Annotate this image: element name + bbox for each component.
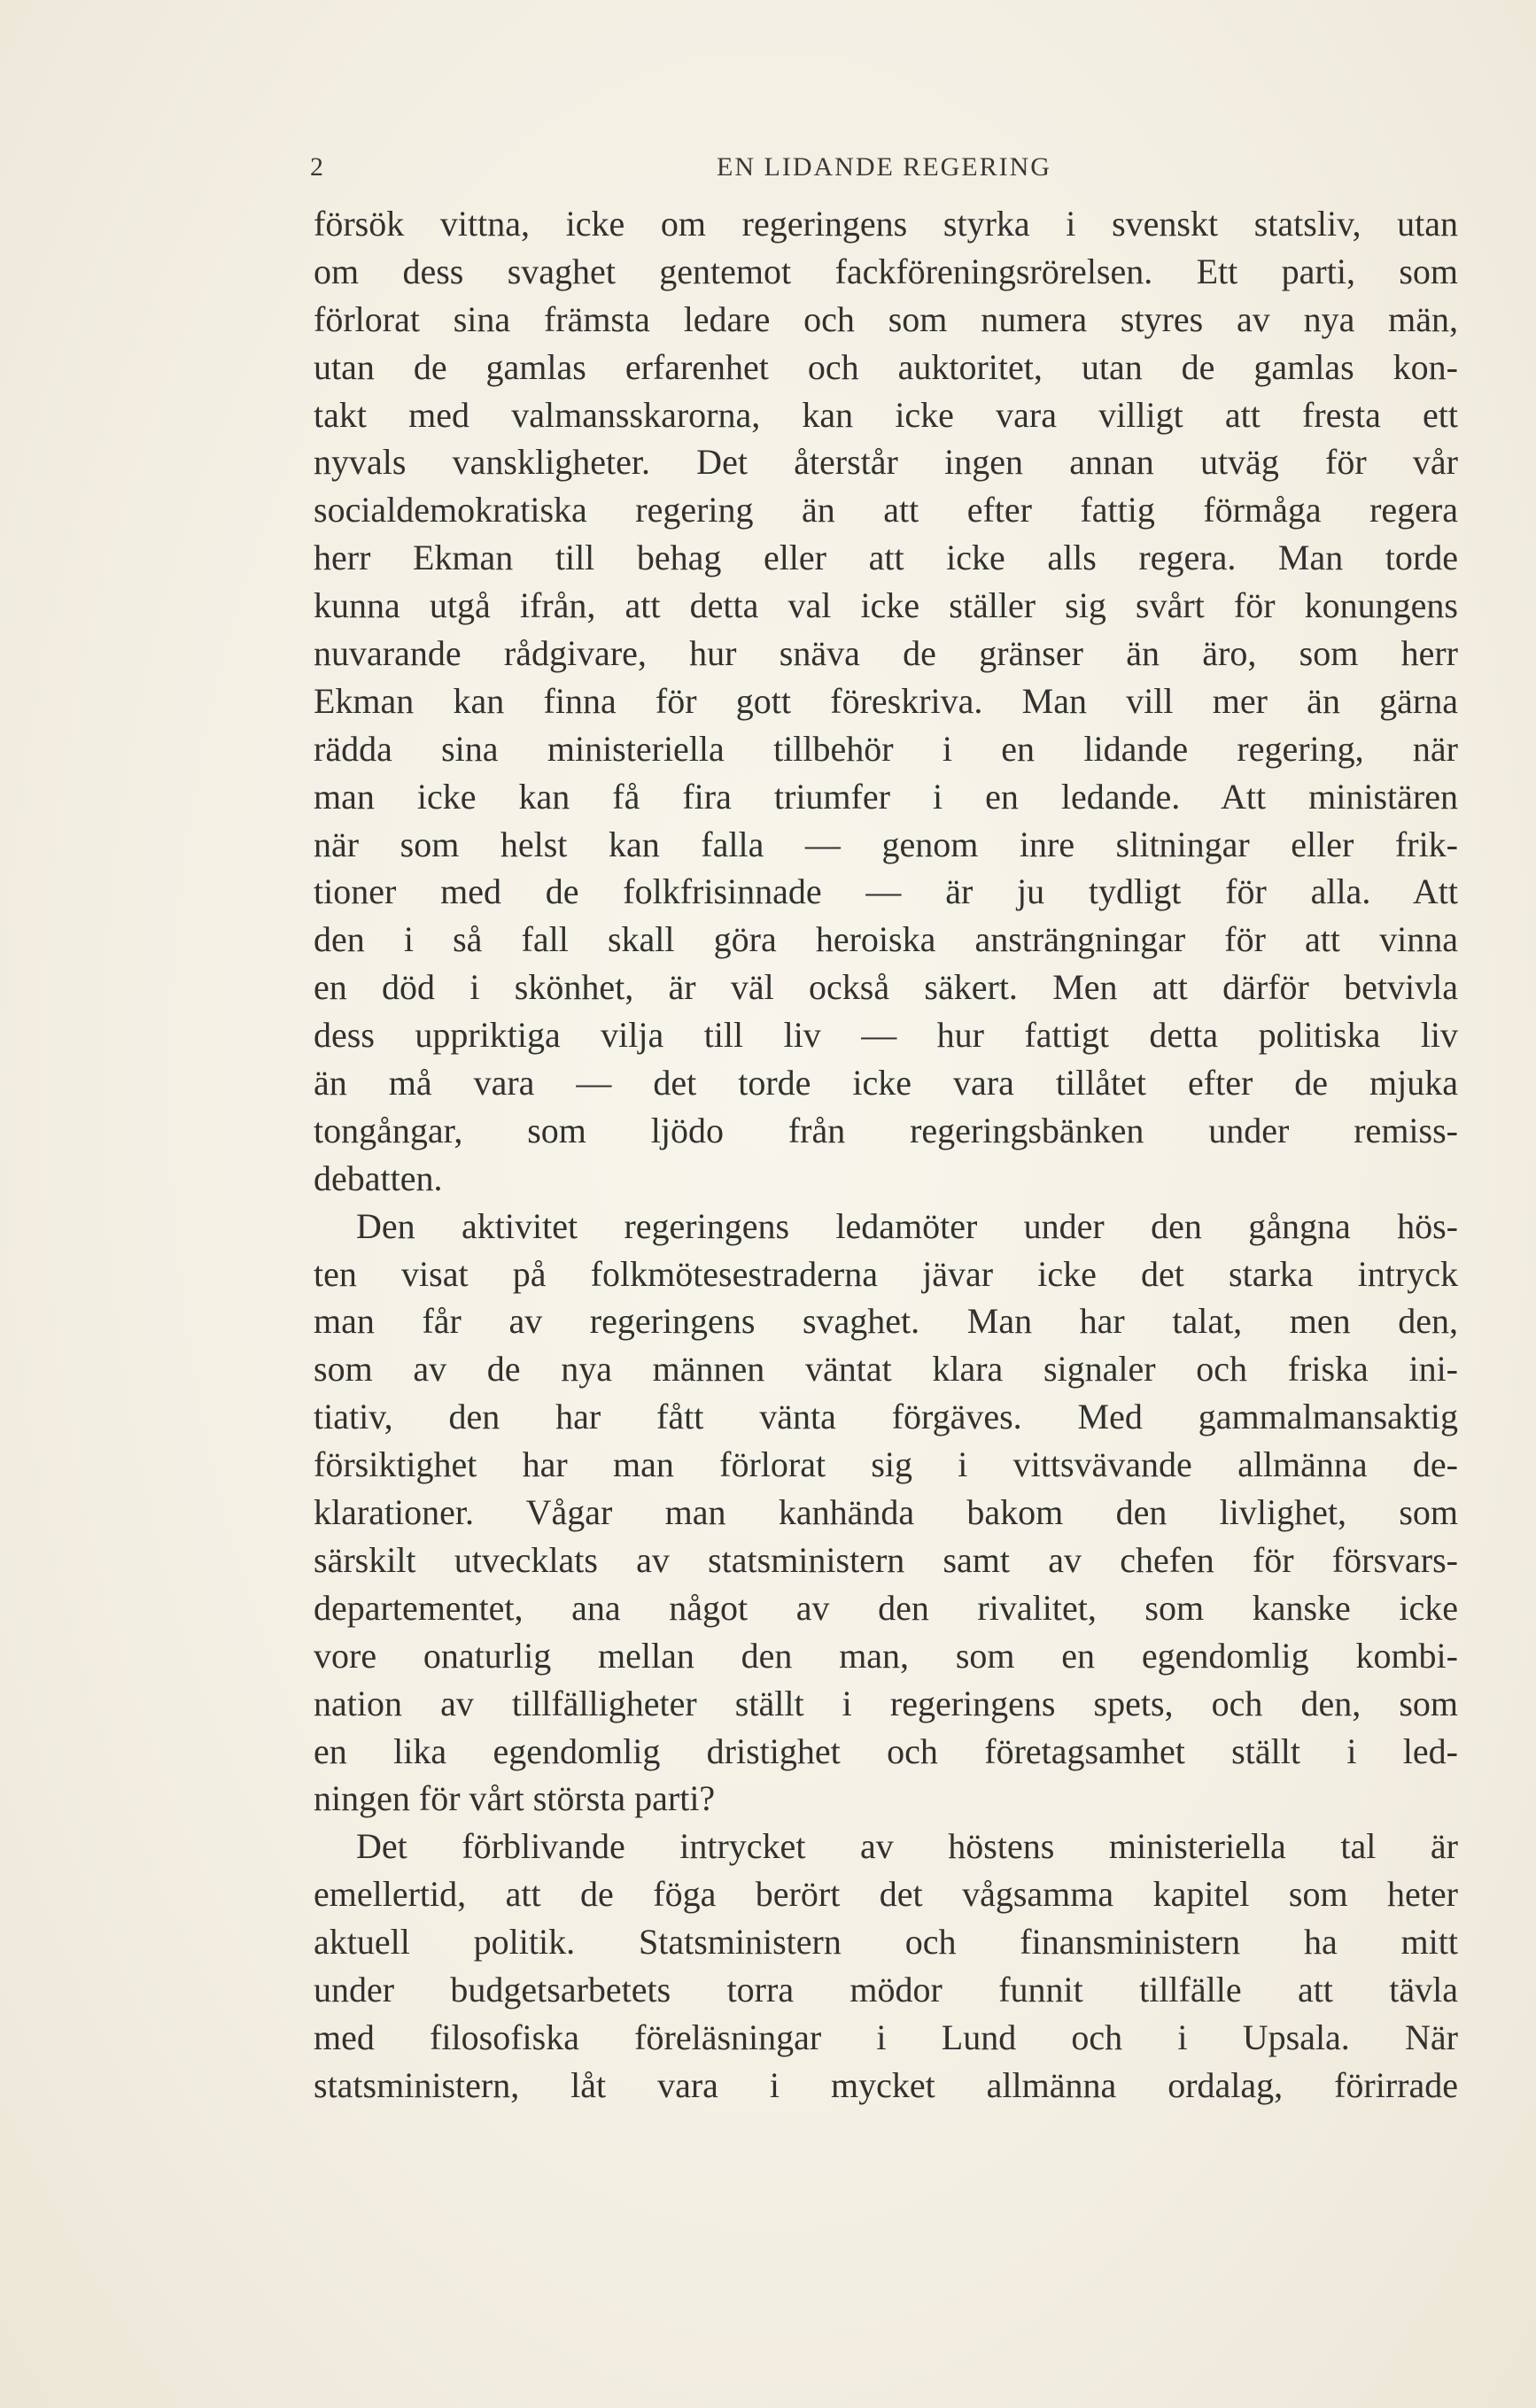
text-line: vore onaturlig mellan den man, som en egendomlig kombi- <box>314 1635 1458 1676</box>
text-line: nuvarande rådgivare, hur snäva de gränser än äro, som herr <box>314 633 1458 674</box>
text-line: Det förblivande intrycket av höstens ministeriella tal är <box>356 1826 1458 1867</box>
text-line: när som helst kan falla — genom inre slitningar eller frik- <box>314 824 1458 864</box>
text-line: än må vara — det torde icke vara tillåtet efter de mjuka <box>314 1063 1458 1103</box>
text-line: man icke kan få fira triumfer i en ledande. Att ministären <box>314 776 1458 817</box>
text-line: nation av tillfälligheter ställt i regeringens spets, och den, som <box>314 1683 1458 1723</box>
text-line: socialdemokratiska regering än att efter fattig förmåga regera <box>314 490 1458 530</box>
text-line: en död i skönhet, är väl också säkert. Men att därför betvivla <box>314 967 1458 1008</box>
page-header <box>310 152 1458 188</box>
text-line: departementet, ana något av den rivalitet, som kanske icke <box>314 1587 1458 1628</box>
text-line: försiktighet har man förlorat sig i vittsvävande allmänna de- <box>314 1444 1458 1485</box>
text-line: tongångar, som ljödo från regeringsbänken under remiss- <box>314 1110 1458 1150</box>
paragraph-2 <box>314 1203 1458 1823</box>
text-line: den i så fall skall göra heroiska ansträngningar för att vinna <box>314 919 1458 960</box>
text-line: särskilt utvecklats av statsministern samt av chefen för försvars- <box>314 1539 1458 1580</box>
running-head: EN LIDANDE REGERING <box>717 152 1051 182</box>
text-line: dess uppriktiga vilja till liv — hur fattigt detta politiska liv <box>314 1015 1458 1056</box>
text-line: kunna utgå ifrån, att detta val icke ställer sig svårt för konungens <box>314 585 1458 626</box>
text-line: om dess svaghet gentemot fackföreningsrörelsen. Ett parti, som <box>314 251 1458 291</box>
text-line: utan de gamlas erfarenhet och auktoritet, utan de gamlas kon- <box>314 346 1458 387</box>
paragraph-3 <box>314 1823 1458 2109</box>
page-number: 2 <box>310 152 324 182</box>
text-line: Den aktivitet regeringens ledamöter under den gångna hös- <box>356 1205 1458 1246</box>
text-line: en lika egendomlig dristighet och företagsamhet ställt i led- <box>314 1731 1458 1771</box>
paragraph-1 <box>314 200 1458 1203</box>
text-line: försök vittna, icke om regeringens styrka i svenskt statsliv, utan <box>314 204 1458 244</box>
text-line: Ekman kan finna för gott föreskriva. Man vill mer än gärna <box>314 680 1458 721</box>
text-line: klarationer. Vågar man kanhända bakom den livlighet, som <box>314 1492 1458 1533</box>
text-line: tiativ, den har fått vänta förgäves. Med gammalmansaktig <box>314 1397 1458 1437</box>
text-line: ten visat på folkmötesestraderna jävar icke det starka intryck <box>314 1253 1458 1294</box>
text-line: ningen för vårt största parti? <box>314 1778 716 1819</box>
text-line: som av de nya männen väntat klara signaler och friska ini- <box>314 1349 1458 1390</box>
body-text <box>314 200 1458 2110</box>
text-line: tioner med de folkfrisinnade — är ju tydligt för alla. Att <box>314 871 1458 912</box>
text-line: emellertid, att de föga berört det vågsamma kapitel som heter <box>314 1874 1458 1915</box>
text-line: förlorat sina främsta ledare och som numera styres av nya män, <box>314 298 1458 339</box>
text-line: takt med valmansskarorna, kan icke vara villigt att fresta ett <box>314 394 1458 435</box>
text-line: man får av regeringens svaghet. Man har talat, men den, <box>314 1301 1458 1342</box>
text-line: statsministern, låt vara i mycket allmänna ordalag, förirrade <box>314 2064 1458 2105</box>
text-line: aktuell politik. Statsministern och finansministern ha mitt <box>314 1922 1458 1963</box>
text-line: herr Ekman till behag eller att icke alls regera. Man torde <box>314 538 1458 578</box>
text-line: nyvals vanskligheter. Det återstår ingen annan utväg för vår <box>314 442 1458 483</box>
text-line: med filosofiska föreläsningar i Lund och i Upsala. När <box>314 2017 1458 2057</box>
text-line: debatten. <box>314 1158 443 1198</box>
text-line: rädda sina ministeriella tillbehör i en lidande regering, när <box>314 728 1458 769</box>
text-line: under budgetsarbetets torra mödor funnit tillfälle att tävla <box>314 1969 1458 2009</box>
